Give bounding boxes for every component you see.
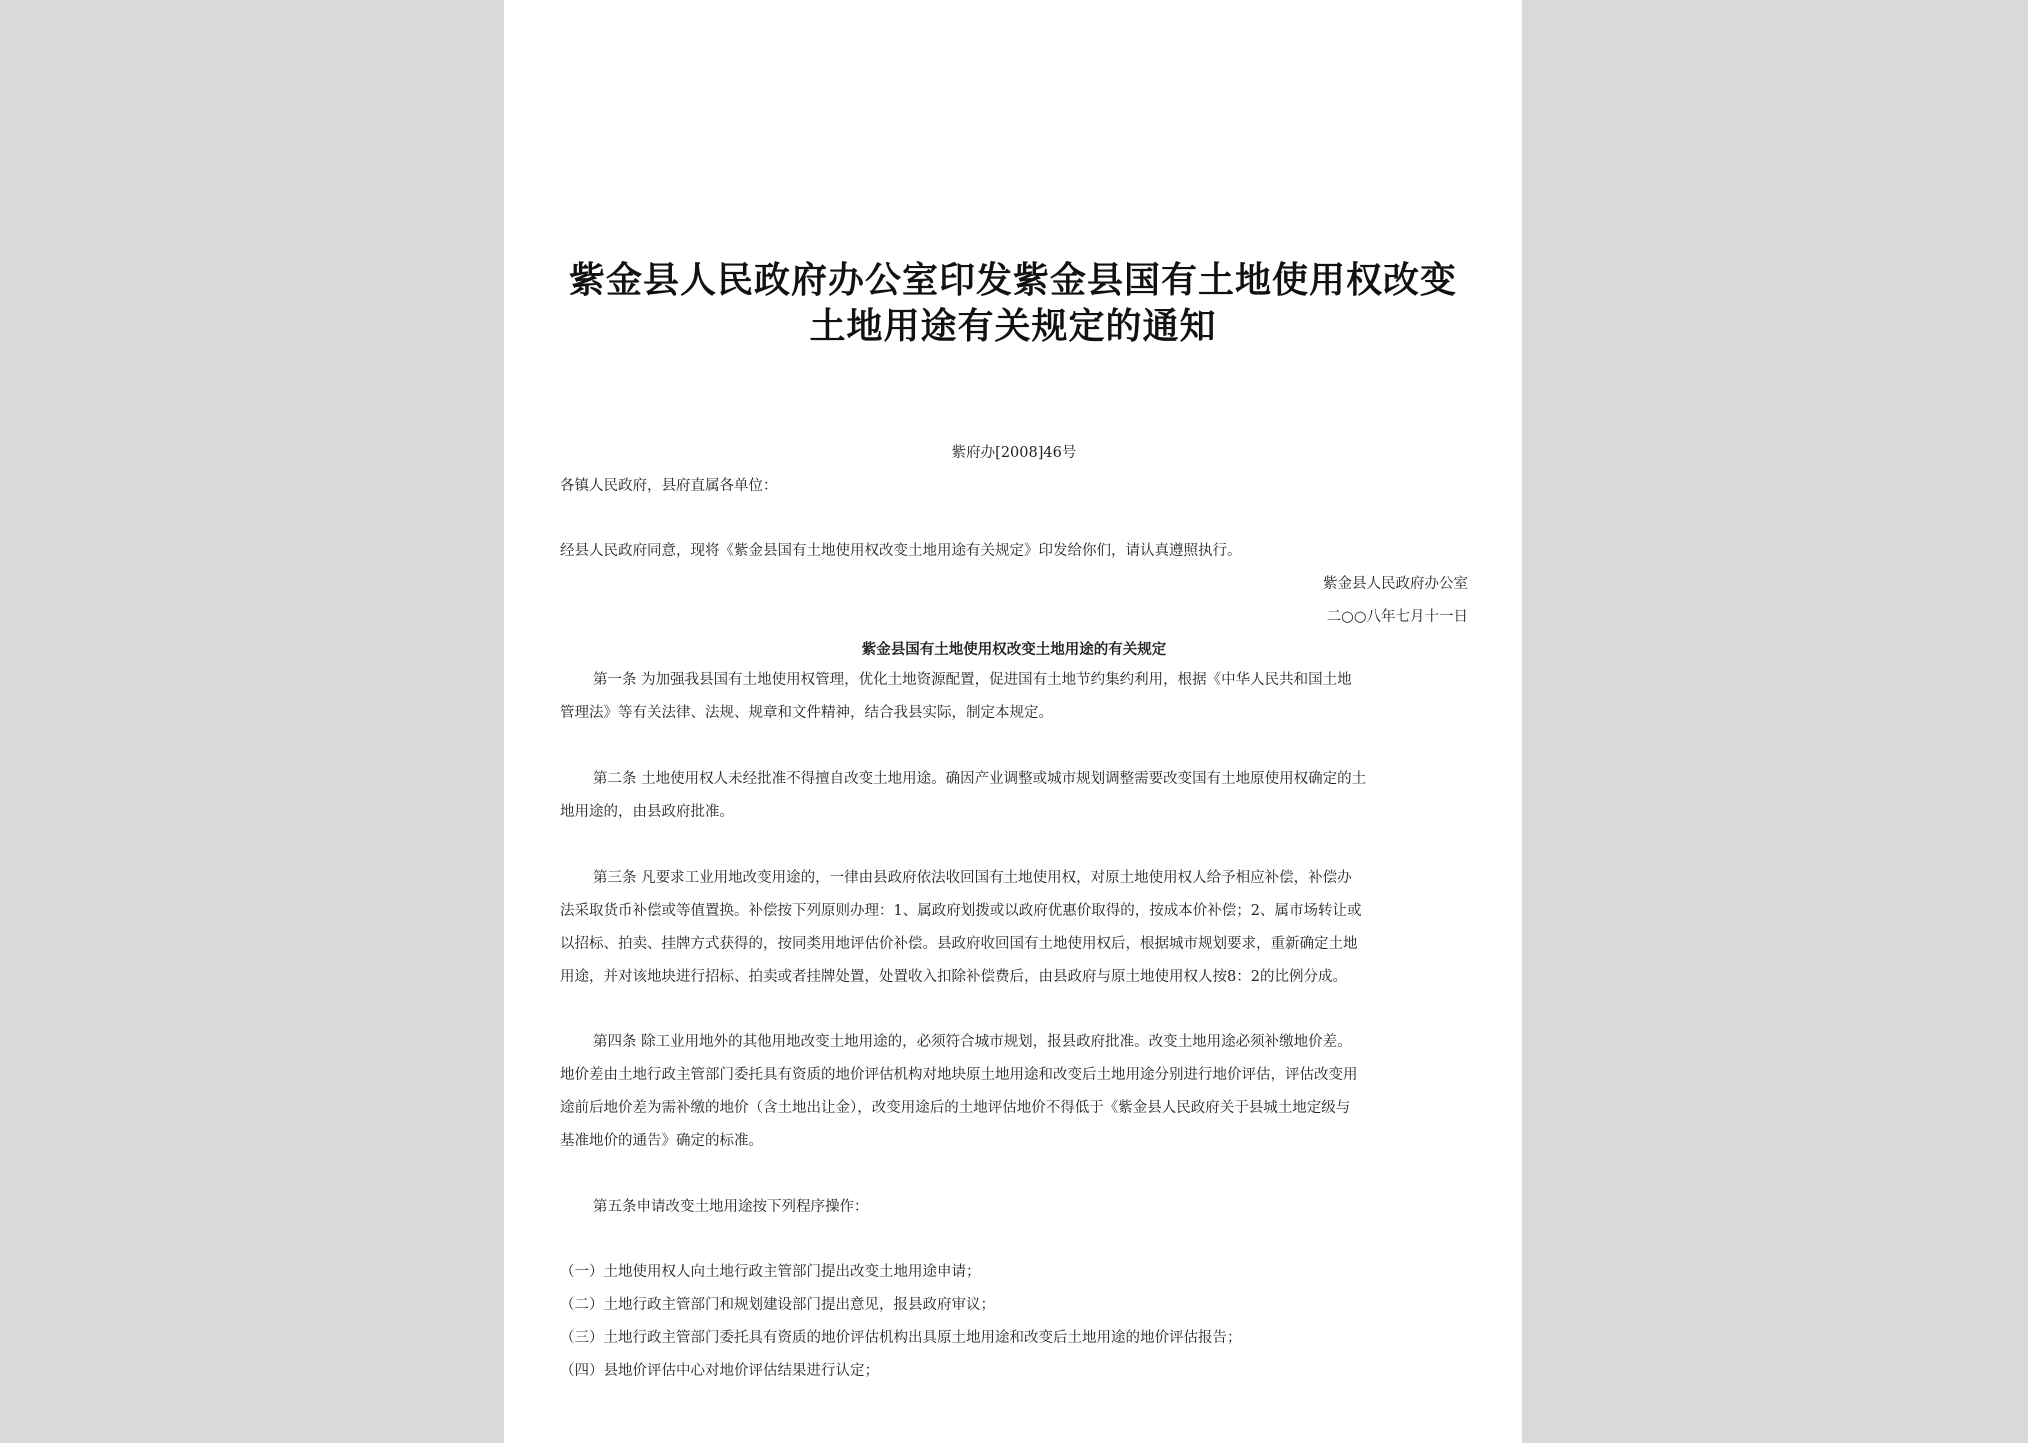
- issuer: 紫金县人民政府办公室: [1323, 576, 1468, 592]
- article-1: [560, 664, 1468, 730]
- article-4: [560, 1026, 1468, 1158]
- regulation-subtitle: 紫金县国有土地使用权改变土地用途的有关规定: [861, 642, 1167, 658]
- procedure-step: （二）土地行政主管部门和规划建设部门提出意见，报县政府审议；: [560, 1297, 995, 1313]
- document-page: [504, 0, 1522, 1443]
- article-1-line: 第一条 为加强我县国有土地使用权管理，优化土地资源配置，促进国有土地节约集约利用，根据《中华人民共和国土地: [593, 672, 1352, 688]
- article-1-line: 管理法》等有关法律、法规、规章和文件精神，结合我县实际，制定本规定。: [560, 705, 1053, 721]
- article-4-line: 基准地价的通告》确定的标准。: [560, 1133, 763, 1149]
- procedure-step: （一）土地使用权人向土地行政主管部门提出改变土地用途申请；: [560, 1264, 981, 1280]
- article-2-line: 第二条 土地使用权人未经批准不得擅自改变土地用途。确因产业调整或城市规划调整需要改变国有土地原使用权确定的土: [593, 771, 1367, 787]
- issue-date: 二○○八年七月十一日: [1326, 609, 1468, 625]
- article-3-line: 用途，并对该地块进行招标、拍卖或者挂牌处置，处置收入扣除补偿费后，由县政府与原土地使用权人按8：2的比例分成。: [560, 969, 1347, 985]
- article-4-line: 途前后地价差为需补缴的地价（含土地出让金），改变用途后的土地评估地价不得低于《紫金县人民政府关于县城土地定级与: [560, 1100, 1351, 1116]
- document-number: 紫府办[2008]46号: [951, 445, 1077, 461]
- article-3-line: 法采取货币补偿或等值置换。补偿按下列原则办理：1、属政府划拨或以政府优惠价取得的，按成本价补偿；2、属市场转让或: [560, 903, 1362, 919]
- document-title: [564, 258, 1462, 350]
- article-3-line: 以招标、拍卖、挂牌方式获得的，按同类用地评估价补偿。县政府收回国有土地使用权后，根据城市规划要求，重新确定土地: [560, 936, 1358, 952]
- procedure-step: （四）县地价评估中心对地价评估结果进行认定；: [560, 1363, 879, 1379]
- procedure-step: （三）土地行政主管部门委托具有资质的地价评估机构出具原土地用途和改变后土地用途的地价评估报告；: [560, 1330, 1242, 1346]
- article-2: [560, 763, 1468, 829]
- article-4-line: 第四条 除工业用地外的其他用地改变土地用途的，必须符合城市规划，报县政府批准。改变土地用途必须补缴地价差。: [593, 1034, 1352, 1050]
- article-5-heading: 第五条申请改变土地用途按下列程序操作：: [593, 1199, 869, 1215]
- article-5: [560, 1191, 1468, 1224]
- article-3-line: 第三条 凡要求工业用地改变用途的，一律由县政府依法收回国有土地使用权，对原土地使用权人给予相应补偿，补偿办: [593, 870, 1352, 886]
- intro-paragraph: 经县人民政府同意，现将《紫金县国有土地使用权改变土地用途有关规定》印发给你们，请认真遵照执行。: [560, 543, 1242, 559]
- title-line-2: 土地用途有关规定的通知: [809, 306, 1217, 347]
- article-3: [560, 862, 1468, 994]
- article-4-line: 地价差由土地行政主管部门委托具有资质的地价评估机构对地块原土地用途和改变后土地用途分别进行地价评估，评估改变用: [560, 1067, 1358, 1083]
- article-2-line: 地用途的，由县政府批准。: [560, 804, 734, 820]
- title-line-1: 紫金县人民政府办公室印发紫金县国有土地使用权改变: [568, 260, 1457, 301]
- salutation: 各镇人民政府，县府直属各单位：: [560, 478, 778, 494]
- procedure-steps: [560, 1256, 1468, 1388]
